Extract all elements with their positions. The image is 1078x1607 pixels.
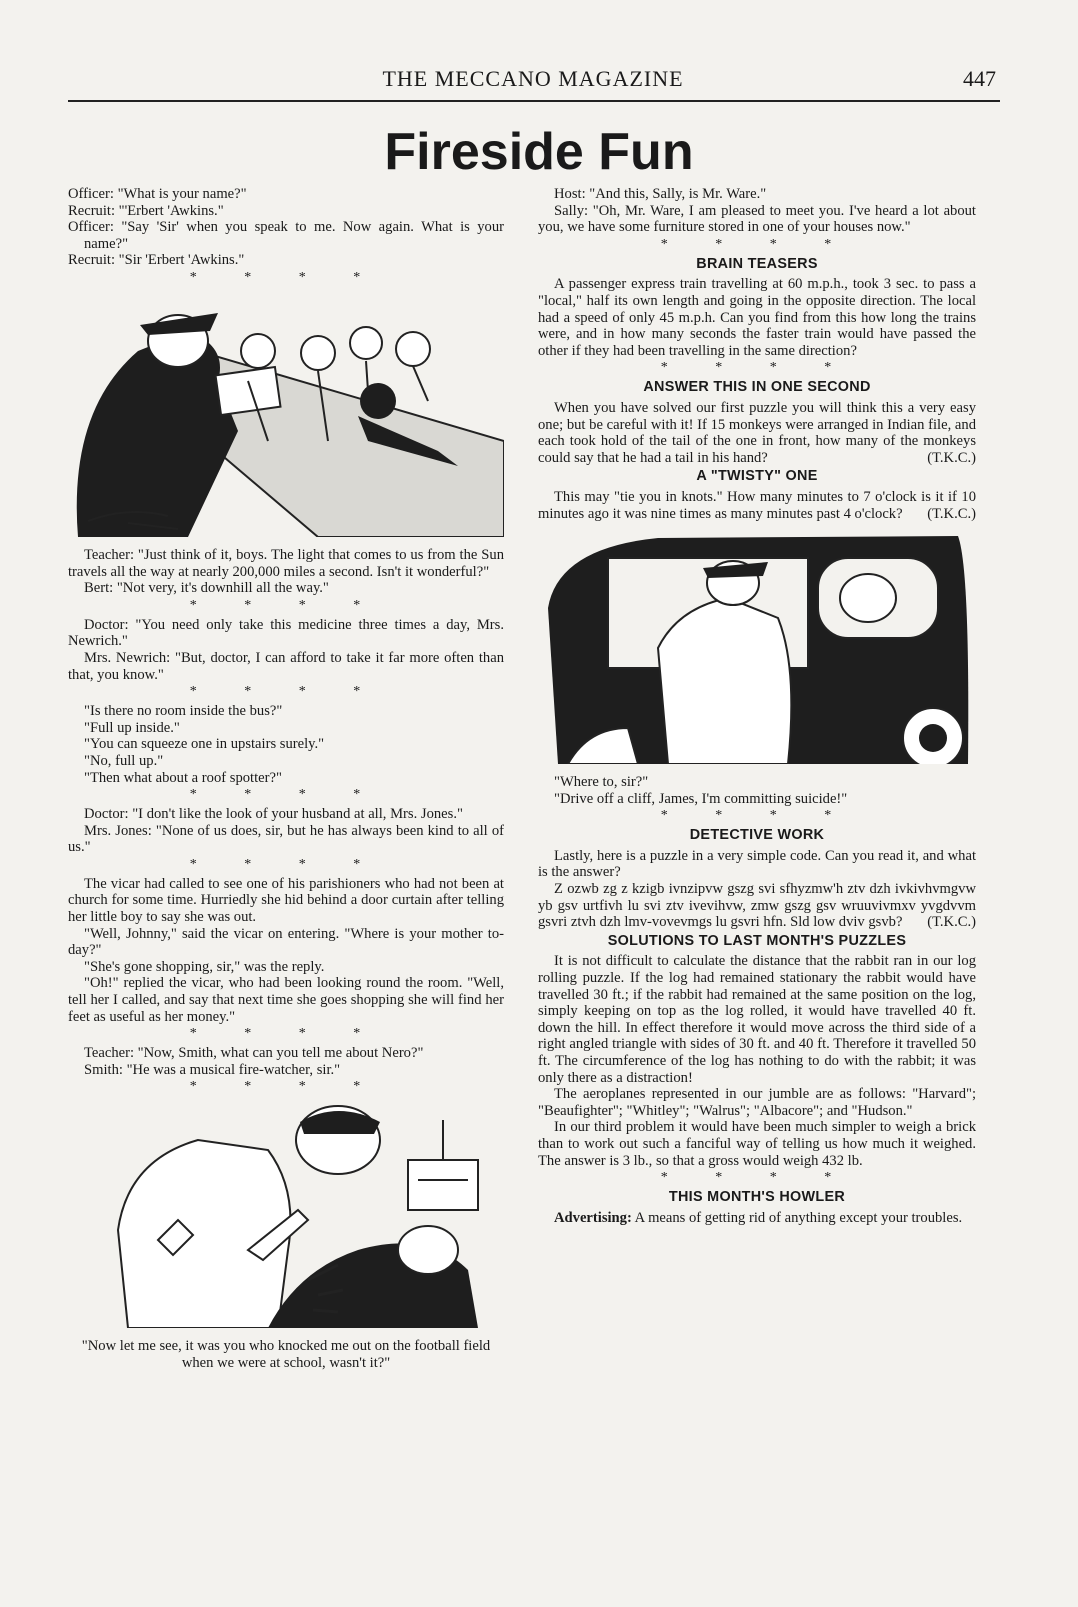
separator-stars: * * * * — [189, 787, 383, 803]
joke-line: "She's gone shopping, sir," was the reply. — [84, 958, 325, 975]
solution-text: The aeroplanes represented in our jumble are as follows: "Harvard"; "Beaufighter"; "Whitley"; "Walrus"; "Albacore"; and "Hudson." — [538, 1086, 976, 1119]
joke-line: Recruit: "Sir 'Erbert 'Awkins." — [68, 252, 245, 269]
puzzle-text: Lastly, here is a puzzle in a very simple code. Can you read it, and what is the answer? — [538, 847, 976, 881]
separator-stars: * * * * — [189, 1079, 383, 1095]
joke-line: Doctor: "You need only take this medicine three times a day, Mrs. Newrich." — [68, 616, 504, 650]
page-title: Fireside Fun — [384, 123, 694, 181]
joke-line: "Full up inside." — [84, 719, 180, 736]
joke-line: "Oh!" replied the vicar, who had been looking round the room. "Well, tell her I called, and say that next time she goes shopping she will find her feet as useful as her money." — [68, 975, 504, 1025]
joke-line: Officer: "Say 'Sir' when you speak to me. Now again. What is your name?" — [68, 219, 504, 252]
separator-stars: * * * * — [660, 360, 854, 376]
author-credit: (T.K.C.) — [927, 914, 976, 931]
joke-line: The vicar had called to see one of his parishioners who had not been at church for some time. Hurriedly she hid behind a door curtain after telling her little boy to say she was out. — [68, 875, 504, 926]
page-header — [68, 66, 998, 96]
joke-line: Smith: "He was a musical fire-watcher, sir." — [84, 1061, 341, 1078]
solution-text: In our third problem it would have been much simpler to weigh a brick than to work out such a fanciful way of telling us how much it weighed. The answer is 3 lb., so that a gross would weigh 432 lb. — [538, 1119, 976, 1169]
separator-stars: * * * * — [189, 269, 383, 285]
separator-stars: * * * * — [189, 856, 383, 872]
magazine-title: THE MECCANO MAGAZINE — [382, 66, 684, 91]
howler-text — [538, 1210, 976, 1227]
joke-line: Officer: "What is your name?" — [68, 186, 247, 202]
twisty-heading: A "TWISTY" ONE — [696, 468, 818, 485]
taxi-cartoon — [538, 528, 976, 764]
joke-line: Sally: "Oh, Mr. Ware, I am pleased to meet you. I've heard a lot about you, we have some furniture stored in one of your houses now." — [538, 202, 976, 236]
joke-line: Teacher: "Just think of it, boys. The light that comes to us from the Sun travels all the way at nearly 200,000 miles a second. Isn't it wonderful?" — [68, 546, 504, 580]
joke-line: "Where to, sir?" — [554, 774, 649, 791]
page-number: 447 — [963, 66, 996, 91]
joke-line: "No, full up." — [84, 752, 164, 769]
joke-line: Recruit: "'Erbert 'Awkins." — [68, 202, 224, 219]
joke-line: "Is there no room inside the bus?" — [84, 703, 283, 720]
separator-stars: * * * * — [189, 684, 383, 700]
solutions-heading: SOLUTIONS TO LAST MONTH'S PUZZLES — [607, 932, 907, 949]
header-rule — [68, 100, 1000, 102]
howler-label: Advertising: — [554, 1209, 632, 1226]
joke-line: "Drive off a cliff, James, I'm committing suicide!" — [554, 790, 848, 807]
separator-stars: * * * * — [660, 1170, 854, 1186]
code-puzzle — [538, 881, 976, 931]
detective-heading: DETECTIVE WORK — [689, 827, 825, 844]
separator-stars: * * * * — [660, 236, 854, 252]
joke-line: Host: "And this, Sally, is Mr. Ware." — [554, 186, 767, 202]
cartoon-caption: "Now let me see, it was you who knocked me out on the football field when we were at school, wasn't it?" — [81, 1338, 491, 1371]
joke-line: "Well, Johnny," said the vicar on entering. "Where is your mother to-day?" — [68, 925, 504, 959]
brain-teasers-heading: BRAIN TEASERS — [696, 255, 818, 272]
howler-body: A means of getting rid of anything except your troubles. — [631, 1209, 963, 1226]
separator-stars: * * * * — [660, 808, 854, 824]
right-column — [538, 186, 976, 1226]
dentist-cartoon — [68, 1100, 504, 1328]
puzzle-text: A passenger express train travelling at 60 m.p.h., took 3 sec. to pass a "local," half its own length and going in the opposite direction. The local had a speed of only 45 m.p.h. Can you find from this how long the trains were, and in how many seconds the faster train would have passed the other if they had been travelling in the same direction? — [538, 276, 976, 359]
separator-stars: * * * * — [189, 1026, 383, 1042]
separator-stars: * * * * — [189, 597, 383, 613]
joke-line: Mrs. Jones: "None of us does, sir, but he has always been kind to all of us." — [68, 822, 504, 856]
classroom-cartoon — [68, 291, 504, 537]
puzzle-body: This may "tie you in knots." How many minutes to 7 o'clock is it if 10 minutes ago it was nine times as many minutes past 4 o'clock? — [538, 488, 976, 522]
joke-line: Doctor: "I don't like the look of your husband at all, Mrs. Jones." — [84, 806, 463, 823]
puzzle-text — [538, 400, 976, 466]
joke-line: Teacher: "Now, Smith, what can you tell me about Nero?" — [84, 1045, 424, 1062]
solution-text: It is not difficult to calculate the distance that the rabbit ran in our log rolling puzzle. If the log had remained stationary the rabbit would have travelled 30 ft.; if the rabbit had remained at the same position on the log, simply keeping on top as the log rolled, it would have travelled 40 ft. down the hill. In effect therefore it would move across the third side of a right angled triangle with sides of 30 ft. and 40 ft. Therefore it travelled 50 ft. The circumference of the log has nothing to do with the rabbit; it was only there as a distraction! — [538, 953, 976, 1086]
howler-heading: THIS MONTH'S HOWLER — [668, 1189, 846, 1206]
puzzle-body: When you have solved our first puzzle you will think this a very easy one; but be careful with it! If 15 monkeys were arranged in Indian file, and each took hold of the tail of the one in front, how many of the monkeys could say that he had a tail in his hand? — [538, 399, 976, 466]
author-credit: (T.K.C.) — [927, 449, 976, 466]
puzzle-body: Z ozwb zg z kzigb ivnzipvw gszg svi sfhyzmw'h ztv dzh ivkivhvmgvw yb gsv urtfivh lu svi ztv ivevihvw, zmw gszg gsv wruuvivmxv yvgdvvm gsvri ztvh dzh lmv-vovevmgs lu gsvri hfn. Sld low dviv gsvb? — [538, 881, 976, 931]
joke-line: Mrs. Newrich: "But, doctor, I can afford to take it far more often than that, you know." — [68, 649, 504, 683]
joke-line: "You can squeeze one in upstairs surely." — [84, 736, 325, 753]
puzzle-text — [538, 489, 976, 522]
one-second-heading: ANSWER THIS IN ONE SECOND — [643, 379, 871, 396]
left-column — [68, 186, 504, 1372]
joke-line: Bert: "Not very, it's downhill all the way." — [84, 580, 329, 597]
author-credit: (T.K.C.) — [927, 505, 976, 522]
joke-line: "Then what about a roof spotter?" — [84, 769, 282, 786]
